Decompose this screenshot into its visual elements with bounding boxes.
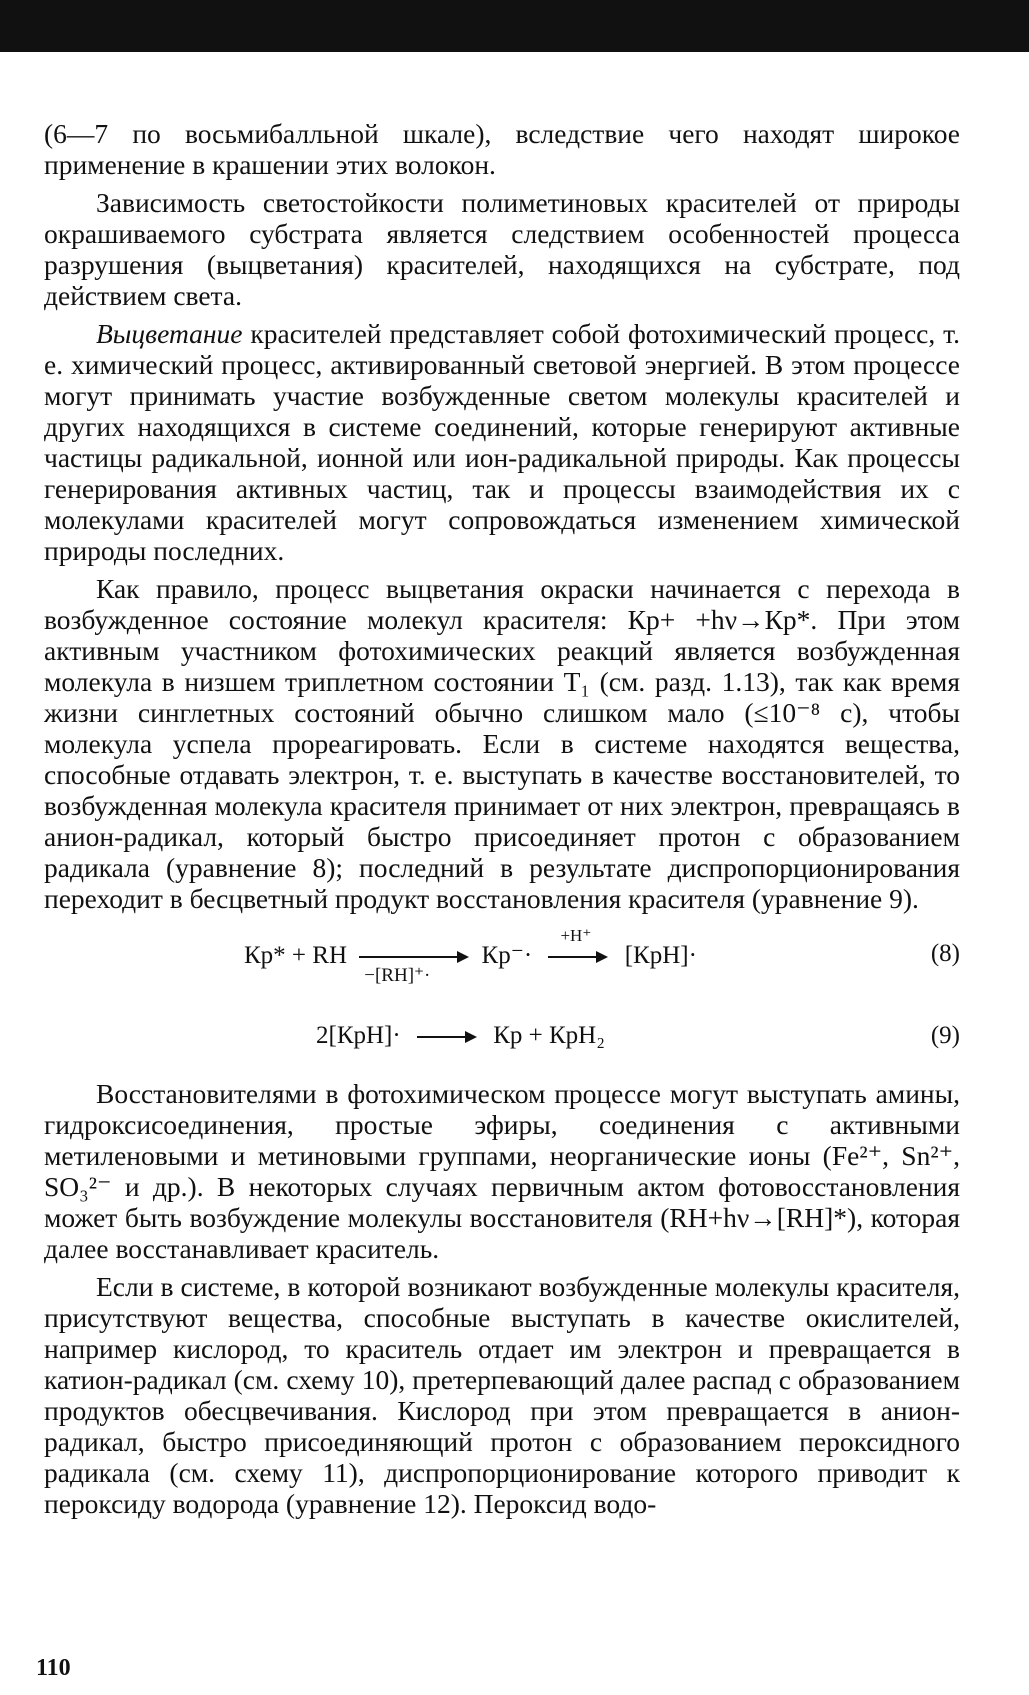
- paragraph-6: Если в системе, в которой возникают возбужденные молекулы красителя, присутствуют вещества, способные выступать в качестве окислителей, например кислород, то краситель отдает им электрон и превращается в катион-радикал (см. схему 10), претерпевающий далее распад с образованием продуктов обесцвечивания. Кислород при этом превращается в анион-радикал, быстро присоединяющий протон с образованием пероксидного радикала (см. схему 11), диспропорционирование которого приводит к пероксиду водорода (уравнение 12). Пероксид водо-: [44, 1271, 960, 1519]
- paragraph-3: [44, 318, 960, 566]
- equation-8: [244, 926, 697, 987]
- page-number: 110: [36, 1655, 71, 1681]
- equations-block: [44, 928, 960, 1068]
- paragraph-3-text: красителей представляет собой фотохимический процесс, т. е. химический процесс, активированный световой энергией. В этом процессе могут принимать участие возбужденные светом молекулы красителей и других находящихся в системе соединений, которые генерируют активные частицы радикальной, ионной или ион-радикальной природы. Как процессы генерирования активных частиц, так и процессы взаимодействия их с молекулами красителей могут сопровождаться изменением химической природы последних.: [44, 318, 960, 566]
- eq8-right: [КрН]·: [624, 942, 697, 969]
- eq8-below: −[RH]⁺·: [364, 965, 431, 987]
- equation-8-number: (8): [930, 940, 960, 967]
- paragraph-3-lead: Выцветание: [96, 318, 243, 349]
- page-body: [44, 118, 960, 1526]
- eq8-arrow-2: [548, 926, 608, 962]
- eq9-left: 2[КрН]·: [316, 1022, 401, 1049]
- eq8-above: +H⁺: [560, 926, 592, 946]
- paragraph-4: Как правило, процесс выцветания окраски начинается с перехода в возбужденное состояние молекул красителя: Кр+ +hν→Кр*. При этом активным участником фотохимических реакций является возбужденная молекула в низшем триплетном состоянии T₁ (см. разд. 1.13), так как время жизни синглетных состояний обычно слишком мало (≤10⁻⁸ с), чтобы молекула успела прореагировать. Если в системе находятся вещества, способные отдавать электрон, т. е. выступать в качестве восстановителей, то возбужденная молекула красителя принимает от них электрон, превращаясь в анион-радикал, который быстро присоединяет протон с образованием радикала (уравнение 8); последний в результате диспропорционирования переходит в бесцветный продукт восстановления красителя (уравнение 9).: [44, 573, 960, 914]
- eq8-middle: Кр⁻·: [481, 942, 533, 969]
- eq9-right: Кр + КрН₂: [493, 1022, 605, 1049]
- equation-9-number: (9): [930, 1022, 960, 1049]
- paragraph-2: Зависимость светостойкости полиметиновых красителей от природы окрашиваемого субстрата является следствием особенностей процесса разрушения (выцветания) красителей, находящихся на субстрате, под действием света.: [44, 187, 960, 311]
- paragraph-5: Восстановителями в фотохимическом процессе могут выступать амины, гидроксисоединения, простые эфиры, соединения с активными метиленовыми и метиновыми группами, неорганические ионы (Fe²⁺, Sn²⁺, SO₃²⁻ и др.). В некоторых случаях первичным актом фотовосстановления может быть возбуждение молекулы восстановителя (RH+hν→[RH]*), которая далее восстанавливает краситель.: [44, 1078, 960, 1264]
- eq9-arrow: [417, 1032, 477, 1042]
- scan-top-bar: [0, 0, 1029, 52]
- eq8-arrow-1: [359, 952, 469, 987]
- paragraph-1: (6—7 по восьмибалльной шкале), вследствие чего находят широкое применение в крашении этих волокон.: [44, 118, 960, 180]
- equation-9: [316, 1022, 605, 1050]
- eq8-left: Кр* + RH: [244, 942, 348, 969]
